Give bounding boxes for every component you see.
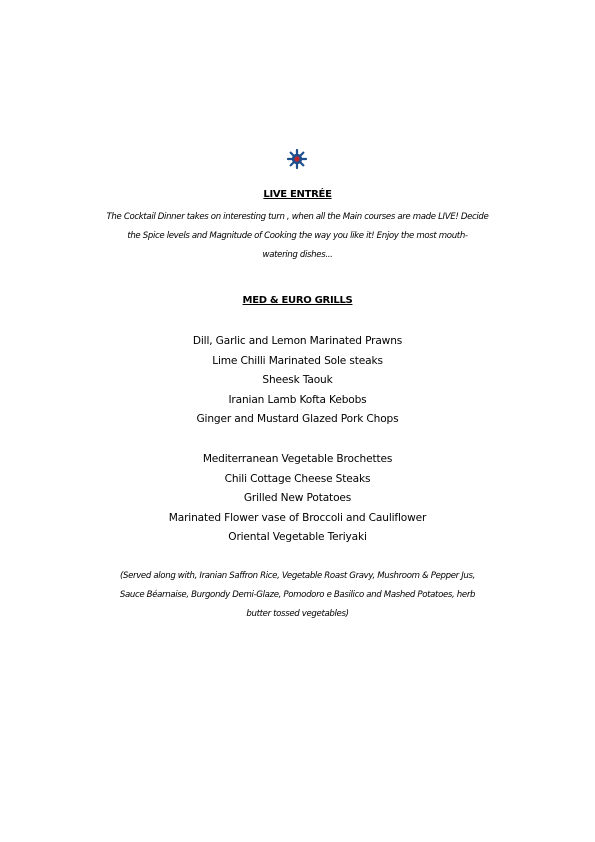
- dish-item: Marinated Flower vase of Broccoli and Cauliflower: [168, 511, 427, 524]
- dish-item: Iranian Lamb Kofta Kebobs: [228, 393, 367, 406]
- grills-meat-list: [0, 332, 595, 430]
- intro-line: watering dishes...: [262, 250, 333, 260]
- served-line: Sauce Béarnaise, Burgondy Demi-Glaze, Pomodoro e Basilico and Mashed Potatoes, herb: [119, 590, 476, 600]
- live-entree-heading: LIVE ENTRÉE: [263, 189, 332, 200]
- served-line: butter tossed vegetables): [246, 609, 349, 619]
- intro-line: The Cocktail Dinner takes on interesting turn , when all the Main courses are made LIVE! Decide: [106, 212, 489, 222]
- dish-item: Grilled New Potatoes: [243, 492, 352, 505]
- dish-item: Chili Cottage Cheese Steaks: [224, 472, 371, 485]
- served-along-note: [60, 567, 535, 624]
- med-euro-grills-heading: MED & EURO GRILLS: [242, 295, 353, 306]
- intro-line: the Spice levels and Magnitude of Cooking the way you like it! Enjoy the most mouth-: [127, 231, 468, 241]
- dish-item: Sheesk Taouk: [262, 374, 333, 387]
- dish-item: Mediterranean Vegetable Brochettes: [202, 453, 393, 465]
- live-entree-intro: [60, 208, 535, 265]
- dish-item: Lime Chilli Marinated Sole steaks: [212, 354, 383, 367]
- dish-item: Oriental Vegetable Teriyaki: [228, 531, 367, 544]
- dish-item: Ginger and Mustard Glazed Pork Chops: [196, 413, 399, 426]
- snowflake-ornament-icon: [287, 149, 307, 169]
- grills-vegetarian-list: [0, 450, 595, 548]
- served-line: (Served along with, Iranian Saffron Rice, Vegetable Roast Gravy, Mushroom & Pepper Jus,: [119, 571, 476, 581]
- dish-item: Dill, Garlic and Lemon Marinated Prawns: [192, 335, 403, 347]
